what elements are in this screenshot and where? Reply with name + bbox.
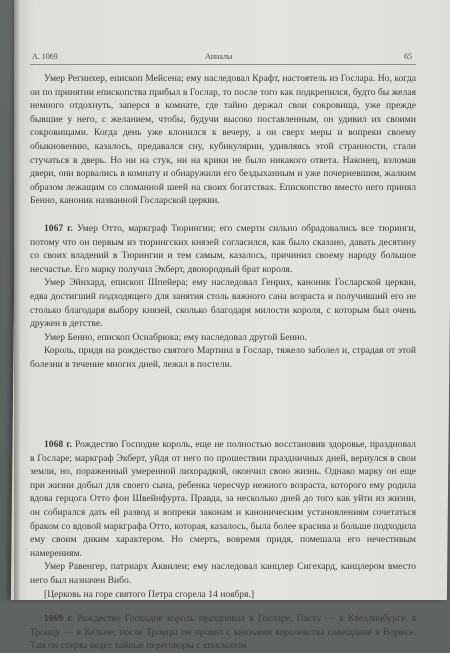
entry-1068 [30,438,416,601]
running-header [30,51,416,65]
page-number: 65 [404,52,412,61]
year-heading: 1069 г. [44,613,74,624]
paragraph: [Церковь на горе святого Петра сгорела 14 ноября.] [44,588,255,600]
paragraph: Умер Эйнхард, епископ Шпейера; ему наследовал Генрих, каноник Госларской церкви, едва достигший подходящего для занятия столь важного сана возраста и получивший его не столько благодаря выбору князей, сколько благодаря милости короля, с которым был очень дружен в детстве. [30,277,416,330]
entry-block-1 [30,72,416,208]
paragraph-text: Рождество Господне король, еще не полностью восстановив здоровье, праздновал в Госларе; маркграф Экберт, уйдя от него по прошествии праздничных дней, вернулся в свои земли, но, пораженный умеренной лихорадкой, окончил свою жизнь. Однако марку он еще при жизни добыл для своего сына, ребенка чересчур нежного возраста, которого ему родила вдова герцога Отто фон Швейнфурта. Правда, за несколько дней до того как уйти из жизни, он собирался дать ей развод и вопреки законам и каноническим установлениям сочетаться браком со вдовой маркграфа Отто, которая, казалось, была более красива и больше подходила ему своим диким характером. Но смерть, вовремя придя, помешала его нечестивым намерениям. [30,439,416,559]
paragraph: Умер Регинхер, епископ Мейсена; ему наследовал Крафт, настоятель из Гослара. Но, когда он по принятии епископства прибыл в Гослар, то после того как подкрепился, будто бы желая немного отдохнуть, заперся в комнате, где тайно держал свои сокровища, уже прежде бывшие у него, с желанием, чтобы, будучи высоко поставленным, он удивил их своими сокровищами. Когда день уже клонился к вечеру, а он сверх меры и вопреки своему обыкновению, казалось, предавался сну, кубикулярии, удивляясь этой странности, стали стучаться в дверь. Но ни на стук, ни на крики не было никакого ответа. Наконец, взломав двери, они ворвались в комнату и обнаружили его бездыханным и уже почерневшим, жалким образом лежащим со сломанной шеей на своих богатствах. Епископство вместо него принял Бенно, каноник названной Госларской церкви. [30,73,416,207]
paragraph: Умер Бенно, епископ Оснабрюка; ему наследовал другой Бенно. [44,331,307,343]
paragraph: Умер Равенгер, патриарх Аквилеи; ему наследовал канцлер Сигехард, канцлером вместо него был назначен Вибо. [30,561,416,586]
paragraph: Король, придя на рождество святого Мартина в Гослар, тяжело заболел и, страдая от этой болезни в течение многих дней, лежал в постели. [30,345,416,370]
paragraph-text: Умер Отто, маркграф Тюрингии; его смерти сильно обрадовались все тюринги, потому что он первым из тюрингских князей согласился, как было сказано, давать десятину со своих владений в Тюрингии и тем самым, казалось, причинил своему народу большое несчастье. Его марку получил Экберт, двоюродный брат короля. [30,223,416,275]
year-heading: 1068 г. [44,439,72,450]
header-year: A. 1069 [32,52,58,61]
paragraph-text: Рождество Господне король праздновал в Госларе, Пасху — в Кведлинбурге, а Троицу — в Кельне; после Троицы он провел с князьями королевства совещание в Вормсе. Там он сперва ведет тайные переговоры с епископом [30,613,416,652]
entry-1069 [30,612,416,653]
paragraph [30,438,416,560]
entry-1067 [30,222,416,372]
paragraph [30,222,416,276]
book-spine-edge [14,0,20,600]
paragraph [30,612,416,653]
header-title: Анналы [205,52,233,61]
year-heading: 1067 г. [44,223,73,234]
